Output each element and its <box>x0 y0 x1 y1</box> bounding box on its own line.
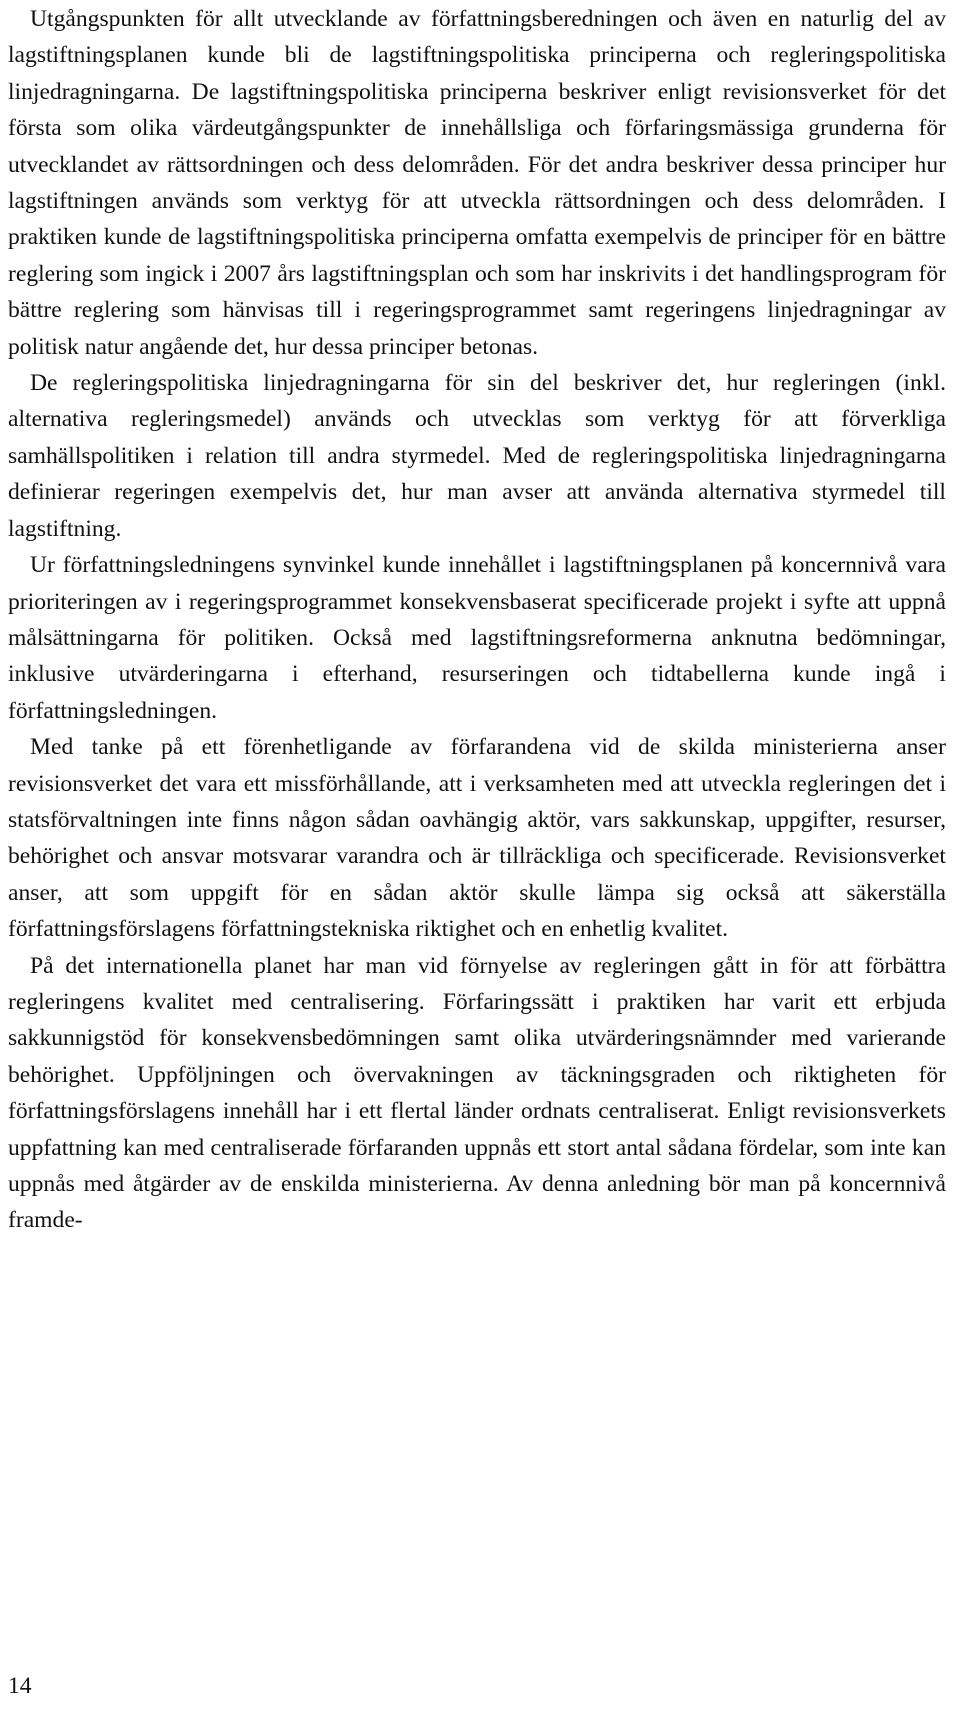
paragraph: Med tanke på ett förenhetligande av förfarandena vid de skilda ministerierna anser revisionsverket det vara ett missförhållande, att i verksamheten med att utveckla regleringen det i statsförvaltningen inte finns någon sådan oavhängig aktör, vars sakkunskap, uppgifter, resurser, behörighet och ansvar motsvarar varandra och är tillräckliga och specificerade. Revisionsverket anser, att som uppgift för en sådan aktör skulle lämpa sig också att säkerställa författningsförslagens författningstekniska riktighet och en enhetlig kvalitet. <box>8 734 946 943</box>
paragraph: Ur författningsledningens synvinkel kunde innehållet i lagstiftningsplanen på koncernnivå vara prioriteringen av i regeringsprogrammet konsekvensbaserat specificerade projekt i syfte att uppnå målsättningarna för politiken. Också med lagstiftningsreformerna anknutna bedömningar, inklusive utvärderingarna i efterhand, resurseringen och tidtabellerna kunde ingå i författningsledningen. <box>8 552 946 724</box>
document-body <box>8 1 946 1239</box>
paragraph: På det internationella planet har man vid förnyelse av regleringen gått in för att förbättra regleringens kvalitet med centralisering. Förfaringssätt i praktiken har varit ett erbjuda sakkunnigstöd för konsekvensbedömningen samt olika utvärderingsnämnder med varierande behörighet. Uppföljningen och övervakningen av täckningsgraden och riktigheten för författningsförslagens innehåll har i ett flertal länder ordnats centraliserat. Enligt revisionsverkets uppfattning kan med centraliserade förfaranden uppnås ett stort antal sådana fördelar, som inte kan uppnås med åtgärder av de enskilda ministerierna. Av denna anledning bör man på koncernnivå framde- <box>8 952 946 1234</box>
paragraph: Utgångspunkten för allt utvecklande av författningsberedningen och även en naturlig del av lagstiftningsplanen kunde bli de lagstiftningspolitiska principerna och regleringspolitiska linjedragningarna. De lagstiftningspolitiska principerna beskriver enligt revisionsverket för det första som olika värdeutgångspunkter de innehållsliga och förfaringsmässiga grunderna för utvecklandet av rättsordningen och dess delområden. För det andra beskriver dessa principer hur lagstiftningen används som verktyg för att utveckla rättsordningen och dess delområden. I praktiken kunde de lagstiftningspolitiska principerna omfatta exempelvis de principer för en bättre reglering som ingick i 2007 års lagstiftningsplan och som har inskrivits i det handlingsprogram för bättre reglering som hänvisas till i regeringsprogrammet samt regeringens linjedragningar av politisk natur angående det, hur dessa principer betonas. <box>8 6 946 360</box>
page-number: 14 <box>8 1673 32 1699</box>
paragraph: De regleringspolitiska linjedragningarna för sin del beskriver det, hur regleringen (inkl. alternativa regleringsmedel) används och utvecklas som verktyg för att förverkliga samhällspolitiken i relation till andra styrmedel. Med de regleringspolitiska linjedragningarna definierar regeringen exempelvis det, hur man avser att använda alternativa styrmedel till lagstiftning. <box>8 370 946 542</box>
